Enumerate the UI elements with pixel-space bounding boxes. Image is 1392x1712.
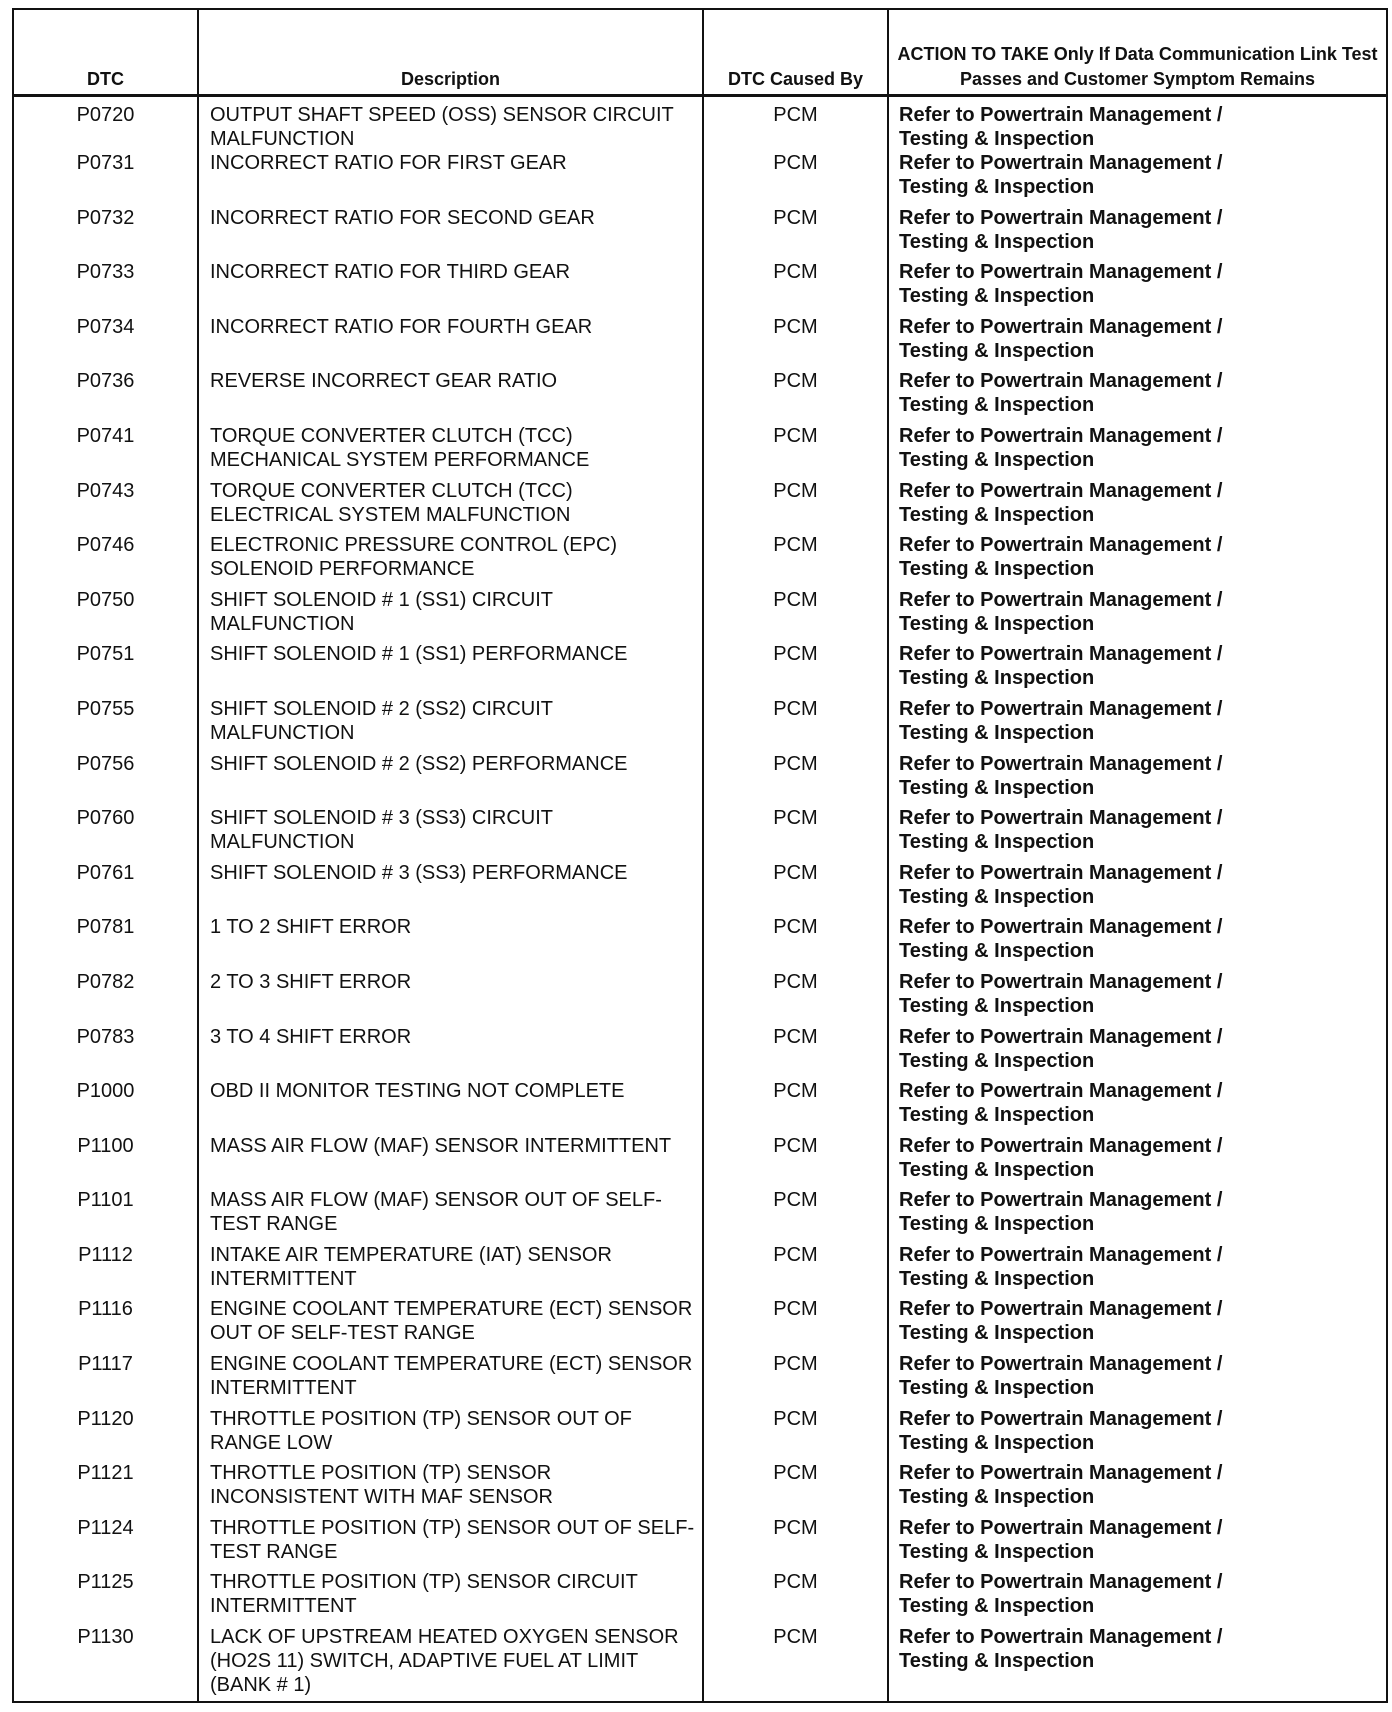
action-cell: [888, 1407, 1387, 1462]
table-row: [13, 1570, 1387, 1625]
action-cell: [888, 588, 1387, 643]
dtc-code-cell: P1125: [13, 1570, 198, 1625]
action-line-2: Testing & Inspection: [899, 1267, 1095, 1290]
dtc-code-cell: P1124: [13, 1516, 198, 1571]
action-line-1: Refer to Powertrain Management /: [899, 1571, 1223, 1594]
description-cell: SHIFT SOLENOID # 1 (SS1) CIRCUIT MALFUNCTION: [198, 588, 703, 643]
caused-by-cell: PCM: [703, 1134, 888, 1189]
description-cell: ELECTRONIC PRESSURE CONTROL (EPC) SOLENOID PERFORMANCE: [198, 533, 703, 588]
dtc-code-cell: P0732: [13, 206, 198, 261]
action-cell: [888, 1570, 1387, 1625]
action-cell: [888, 1297, 1387, 1352]
dtc-code-cell: P0720: [13, 96, 198, 152]
table-row: [13, 1243, 1387, 1298]
action-line-2: Testing & Inspection: [899, 1377, 1095, 1400]
description-cell: LACK OF UPSTREAM HEATED OXYGEN SENSOR (HO2S 11) SWITCH, ADAPTIVE FUEL AT LIMIT (BANK # 1): [198, 1625, 703, 1702]
caused-by-cell: PCM: [703, 1025, 888, 1080]
table-row: [13, 588, 1387, 643]
action-cell: [888, 642, 1387, 697]
table-row: [13, 806, 1387, 861]
action-cell: [888, 806, 1387, 861]
table-row: [13, 697, 1387, 752]
description-cell: INCORRECT RATIO FOR FOURTH GEAR: [198, 315, 703, 370]
dtc-code-cell: P1000: [13, 1079, 198, 1134]
action-line-2: Testing & Inspection: [899, 612, 1095, 635]
caused-by-cell: PCM: [703, 861, 888, 916]
dtc-code-cell: P0750: [13, 588, 198, 643]
action-cell: [888, 1134, 1387, 1189]
action-cell: [888, 1188, 1387, 1243]
dtc-code-cell: P1101: [13, 1188, 198, 1243]
description-cell: THROTTLE POSITION (TP) SENSOR INCONSISTENT WITH MAF SENSOR: [198, 1461, 703, 1516]
description-cell: SHIFT SOLENOID # 1 (SS1) PERFORMANCE: [198, 642, 703, 697]
action-line-2: Testing & Inspection: [899, 503, 1095, 526]
description-cell: 3 TO 4 SHIFT ERROR: [198, 1025, 703, 1080]
caused-by-cell: PCM: [703, 1297, 888, 1352]
description-cell: 1 TO 2 SHIFT ERROR: [198, 915, 703, 970]
description-cell: THROTTLE POSITION (TP) SENSOR OUT OF RANGE LOW: [198, 1407, 703, 1462]
action-cell: [888, 96, 1387, 152]
action-line-2: Testing & Inspection: [899, 721, 1095, 744]
table-row: [13, 1297, 1387, 1352]
action-cell: [888, 1079, 1387, 1134]
table-row: [13, 424, 1387, 479]
header-caused-by: DTC Caused By: [703, 9, 888, 96]
table-row: [13, 1625, 1387, 1702]
action-line-1: Refer to Powertrain Management /: [899, 970, 1223, 993]
action-line-1: Refer to Powertrain Management /: [899, 588, 1223, 611]
dtc-code-cell: P1120: [13, 1407, 198, 1462]
action-line-1: Refer to Powertrain Management /: [899, 643, 1223, 666]
table-row: [13, 369, 1387, 424]
action-line-2: Testing & Inspection: [899, 1322, 1095, 1345]
table-row: [13, 752, 1387, 807]
dtc-code-cell: P0760: [13, 806, 198, 861]
caused-by-cell: PCM: [703, 1188, 888, 1243]
action-line-2: Testing & Inspection: [899, 1595, 1095, 1618]
table-header-row: [13, 9, 1387, 96]
caused-by-cell: PCM: [703, 260, 888, 315]
caused-by-cell: PCM: [703, 915, 888, 970]
action-cell: [888, 151, 1387, 206]
dtc-document: [12, 8, 1386, 1706]
dtc-code-cell: P0746: [13, 533, 198, 588]
description-cell: SHIFT SOLENOID # 3 (SS3) CIRCUIT MALFUNCTION: [198, 806, 703, 861]
caused-by-cell: PCM: [703, 479, 888, 534]
action-line-2: Testing & Inspection: [899, 1049, 1095, 1072]
action-line-1: Refer to Powertrain Management /: [899, 1407, 1223, 1430]
dtc-code-cell: P0731: [13, 151, 198, 206]
action-line-1: Refer to Powertrain Management /: [899, 261, 1223, 284]
action-line-1: Refer to Powertrain Management /: [899, 206, 1223, 229]
description-cell: THROTTLE POSITION (TP) SENSOR CIRCUIT INTERMITTENT: [198, 1570, 703, 1625]
description-cell: SHIFT SOLENOID # 3 (SS3) PERFORMANCE: [198, 861, 703, 916]
action-line-1: Refer to Powertrain Management /: [899, 1134, 1223, 1157]
table-row: [13, 206, 1387, 261]
action-line-2: Testing & Inspection: [899, 1486, 1095, 1509]
table-row: [13, 1407, 1387, 1462]
action-line-1: Refer to Powertrain Management /: [899, 1189, 1223, 1212]
caused-by-cell: PCM: [703, 1625, 888, 1702]
action-line-2: Testing & Inspection: [899, 339, 1095, 362]
action-line-1: Refer to Powertrain Management /: [899, 1516, 1223, 1539]
caused-by-cell: PCM: [703, 369, 888, 424]
dtc-code-cell: P1116: [13, 1297, 198, 1352]
description-cell: 2 TO 3 SHIFT ERROR: [198, 970, 703, 1025]
table-row: [13, 1516, 1387, 1571]
action-line-2: Testing & Inspection: [899, 1540, 1095, 1563]
caused-by-cell: PCM: [703, 588, 888, 643]
header-action: ACTION TO TAKE Only If Data Communication Link Test Passes and Customer Symptom Remains: [888, 9, 1387, 96]
table-row: [13, 1188, 1387, 1243]
dtc-code-cell: P1121: [13, 1461, 198, 1516]
table-row: [13, 642, 1387, 697]
table-row: [13, 315, 1387, 370]
table-row: [13, 151, 1387, 206]
action-cell: [888, 1025, 1387, 1080]
action-cell: [888, 479, 1387, 534]
description-cell: SHIFT SOLENOID # 2 (SS2) CIRCUIT MALFUNCTION: [198, 697, 703, 752]
action-line-1: Refer to Powertrain Management /: [899, 697, 1223, 720]
action-cell: [888, 752, 1387, 807]
caused-by-cell: PCM: [703, 1461, 888, 1516]
action-cell: [888, 369, 1387, 424]
action-line-2: Testing & Inspection: [899, 230, 1095, 253]
action-line-1: Refer to Powertrain Management /: [899, 1626, 1223, 1649]
dtc-code-cell: P0783: [13, 1025, 198, 1080]
dtc-code-cell: P0743: [13, 479, 198, 534]
action-line-2: Testing & Inspection: [899, 885, 1095, 908]
action-line-2: Testing & Inspection: [899, 940, 1095, 963]
action-line-1: Refer to Powertrain Management /: [899, 370, 1223, 393]
action-cell: [888, 1243, 1387, 1298]
action-line-1: Refer to Powertrain Management /: [899, 1353, 1223, 1376]
caused-by-cell: PCM: [703, 424, 888, 479]
description-cell: INCORRECT RATIO FOR FIRST GEAR: [198, 151, 703, 206]
caused-by-cell: PCM: [703, 1516, 888, 1571]
dtc-code-cell: P0736: [13, 369, 198, 424]
caused-by-cell: PCM: [703, 970, 888, 1025]
action-line-1: Refer to Powertrain Management /: [899, 104, 1223, 126]
action-cell: [888, 1461, 1387, 1516]
action-line-2: Testing & Inspection: [899, 994, 1095, 1017]
action-cell: [888, 424, 1387, 479]
action-cell: [888, 697, 1387, 752]
caused-by-cell: PCM: [703, 1079, 888, 1134]
action-line-2: Testing & Inspection: [899, 176, 1095, 198]
action-line-1: Refer to Powertrain Management /: [899, 534, 1223, 557]
action-cell: [888, 260, 1387, 315]
action-line-2: Testing & Inspection: [899, 448, 1095, 471]
description-cell: INTAKE AIR TEMPERATURE (IAT) SENSOR INTERMITTENT: [198, 1243, 703, 1298]
caused-by-cell: PCM: [703, 315, 888, 370]
table-body: [13, 96, 1387, 1703]
dtc-code-cell: P1130: [13, 1625, 198, 1702]
action-line-1: Refer to Powertrain Management /: [899, 315, 1223, 338]
dtc-code-cell: P1117: [13, 1352, 198, 1407]
dtc-code-cell: P0781: [13, 915, 198, 970]
action-line-1: Refer to Powertrain Management /: [899, 807, 1223, 830]
dtc-code-cell: P0741: [13, 424, 198, 479]
action-cell: [888, 861, 1387, 916]
caused-by-cell: PCM: [703, 1407, 888, 1462]
dtc-table: [12, 8, 1388, 1703]
table-row: [13, 1352, 1387, 1407]
description-cell: REVERSE INCORRECT GEAR RATIO: [198, 369, 703, 424]
caused-by-cell: PCM: [703, 206, 888, 261]
header-dtc: DTC: [13, 9, 198, 96]
action-line-1: Refer to Powertrain Management /: [899, 752, 1223, 775]
action-line-2: Testing & Inspection: [899, 1104, 1095, 1127]
dtc-code-cell: P0761: [13, 861, 198, 916]
description-cell: OUTPUT SHAFT SPEED (OSS) SENSOR CIRCUIT MALFUNCTION: [198, 96, 703, 152]
dtc-code-cell: P0755: [13, 697, 198, 752]
action-line-1: Refer to Powertrain Management /: [899, 1080, 1223, 1103]
caused-by-cell: PCM: [703, 697, 888, 752]
action-line-1: Refer to Powertrain Management /: [899, 1025, 1223, 1048]
description-cell: TORQUE CONVERTER CLUTCH (TCC) MECHANICAL SYSTEM PERFORMANCE: [198, 424, 703, 479]
table-row: [13, 260, 1387, 315]
action-line-1: Refer to Powertrain Management /: [899, 1243, 1223, 1266]
description-cell: ENGINE COOLANT TEMPERATURE (ECT) SENSOR OUT OF SELF-TEST RANGE: [198, 1297, 703, 1352]
table-row: [13, 1134, 1387, 1189]
description-cell: MASS AIR FLOW (MAF) SENSOR INTERMITTENT: [198, 1134, 703, 1189]
description-cell: THROTTLE POSITION (TP) SENSOR OUT OF SELF-TEST RANGE: [198, 1516, 703, 1571]
action-line-1: Refer to Powertrain Management /: [899, 916, 1223, 939]
action-line-2: Testing & Inspection: [899, 667, 1095, 690]
description-cell: INCORRECT RATIO FOR SECOND GEAR: [198, 206, 703, 261]
action-line-2: Testing & Inspection: [899, 831, 1095, 854]
description-cell: TORQUE CONVERTER CLUTCH (TCC) ELECTRICAL SYSTEM MALFUNCTION: [198, 479, 703, 534]
caused-by-cell: PCM: [703, 1243, 888, 1298]
caused-by-cell: PCM: [703, 533, 888, 588]
header-description: Description: [198, 9, 703, 96]
table-row: [13, 479, 1387, 534]
table-row: [13, 96, 1387, 152]
action-cell: [888, 533, 1387, 588]
description-cell: INCORRECT RATIO FOR THIRD GEAR: [198, 260, 703, 315]
dtc-code-cell: P0751: [13, 642, 198, 697]
dtc-code-cell: P0733: [13, 260, 198, 315]
description-cell: OBD II MONITOR TESTING NOT COMPLETE: [198, 1079, 703, 1134]
description-cell: ENGINE COOLANT TEMPERATURE (ECT) SENSOR INTERMITTENT: [198, 1352, 703, 1407]
action-cell: [888, 315, 1387, 370]
dtc-code-cell: P1100: [13, 1134, 198, 1189]
action-line-2: Testing & Inspection: [899, 776, 1095, 799]
action-cell: [888, 1352, 1387, 1407]
action-line-1: Refer to Powertrain Management /: [899, 1462, 1223, 1485]
action-line-2: Testing & Inspection: [899, 1431, 1095, 1454]
action-cell: [888, 970, 1387, 1025]
action-line-2: Testing & Inspection: [899, 394, 1095, 417]
table-row: [13, 1079, 1387, 1134]
dtc-code-cell: P0782: [13, 970, 198, 1025]
caused-by-cell: PCM: [703, 642, 888, 697]
action-line-1: Refer to Powertrain Management /: [899, 424, 1223, 447]
action-line-1: Refer to Powertrain Management /: [899, 1298, 1223, 1321]
caused-by-cell: PCM: [703, 151, 888, 206]
action-line-1: Refer to Powertrain Management /: [899, 152, 1223, 174]
action-line-1: Refer to Powertrain Management /: [899, 861, 1223, 884]
table-row: [13, 1025, 1387, 1080]
action-line-2: Testing & Inspection: [899, 1213, 1095, 1236]
action-cell: [888, 1625, 1387, 1702]
table-row: [13, 533, 1387, 588]
caused-by-cell: PCM: [703, 1570, 888, 1625]
action-line-2: Testing & Inspection: [899, 128, 1095, 150]
dtc-code-cell: P1112: [13, 1243, 198, 1298]
action-cell: [888, 206, 1387, 261]
action-line-2: Testing & Inspection: [899, 558, 1095, 581]
caused-by-cell: PCM: [703, 752, 888, 807]
action-cell: [888, 1516, 1387, 1571]
table-row: [13, 915, 1387, 970]
table-row: [13, 1461, 1387, 1516]
action-line-2: Testing & Inspection: [899, 1158, 1095, 1181]
caused-by-cell: PCM: [703, 806, 888, 861]
description-cell: SHIFT SOLENOID # 2 (SS2) PERFORMANCE: [198, 752, 703, 807]
description-cell: MASS AIR FLOW (MAF) SENSOR OUT OF SELF-TEST RANGE: [198, 1188, 703, 1243]
action-line-1: Refer to Powertrain Management /: [899, 479, 1223, 502]
dtc-code-cell: P0756: [13, 752, 198, 807]
action-cell: [888, 915, 1387, 970]
table-row: [13, 861, 1387, 916]
action-line-2: Testing & Inspection: [899, 1650, 1095, 1673]
table-row: [13, 970, 1387, 1025]
action-line-2: Testing & Inspection: [899, 285, 1095, 308]
dtc-code-cell: P0734: [13, 315, 198, 370]
caused-by-cell: PCM: [703, 1352, 888, 1407]
caused-by-cell: PCM: [703, 96, 888, 152]
